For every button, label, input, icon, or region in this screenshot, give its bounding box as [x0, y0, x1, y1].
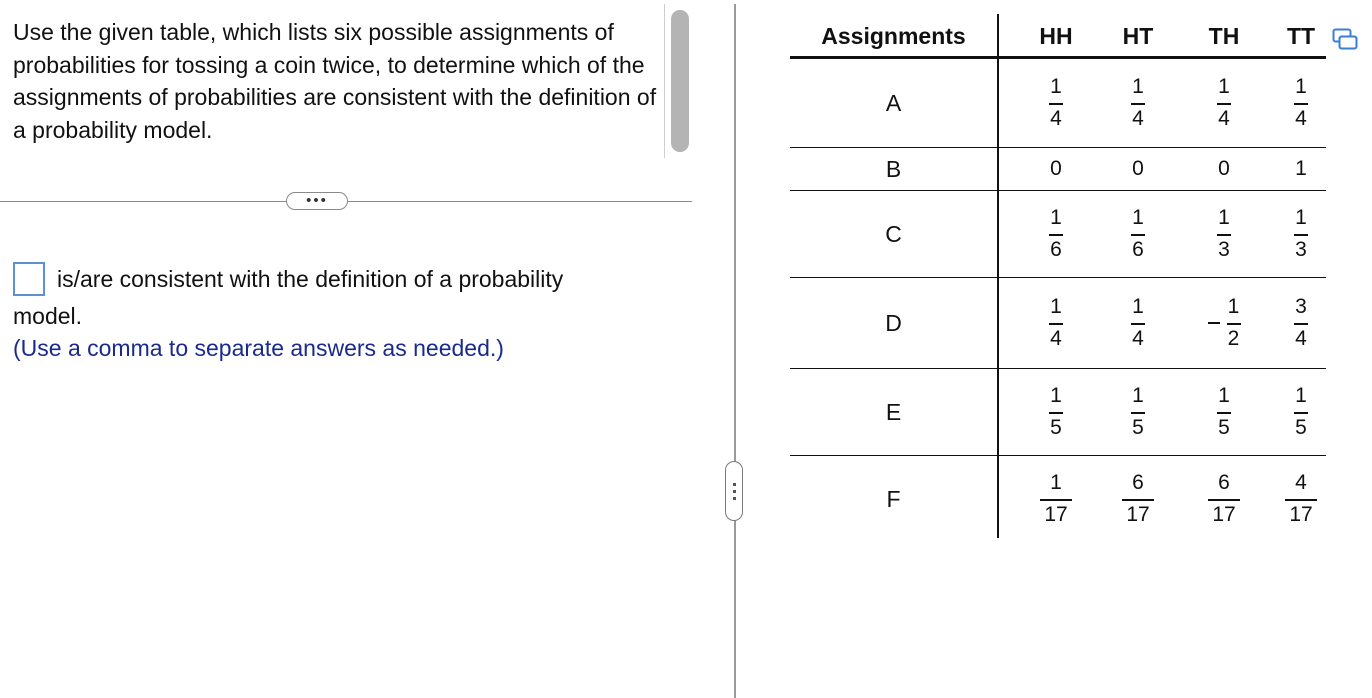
answer-prompt-continued: model. — [13, 303, 83, 329]
fraction — [1227, 295, 1241, 351]
row-label: D — [885, 309, 902, 336]
fraction-wrapper — [1208, 471, 1240, 527]
fraction-wrapper — [1294, 206, 1308, 262]
denominator: 4 — [1218, 106, 1230, 130]
cell-th — [1194, 278, 1254, 368]
cell-value: 0 — [1218, 157, 1230, 180]
cell-tt — [1271, 59, 1331, 147]
numerator: 1 — [1227, 295, 1240, 319]
header-ht: HT — [1122, 22, 1154, 49]
numerator: 1 — [1050, 471, 1062, 495]
fraction — [1122, 471, 1154, 527]
denominator: 4 — [1132, 326, 1144, 350]
answer-input[interactable] — [13, 262, 45, 296]
answer-block — [13, 259, 673, 364]
numerator: 1 — [1132, 206, 1144, 230]
fraction-bar — [1217, 412, 1231, 414]
header-hh: HH — [1039, 22, 1073, 49]
more-button[interactable]: ••• — [286, 192, 348, 210]
denominator: 5 — [1295, 415, 1307, 439]
numerator: 1 — [1050, 206, 1062, 230]
numerator: 1 — [1218, 384, 1230, 408]
fraction-wrapper — [1217, 75, 1231, 131]
cell-th — [1194, 191, 1254, 277]
cell-tt — [1271, 278, 1331, 368]
cell-hh — [1026, 148, 1086, 190]
denominator: 3 — [1218, 237, 1230, 261]
fraction — [1294, 384, 1308, 440]
cell-hh — [1026, 59, 1086, 147]
fraction — [1049, 295, 1063, 351]
fraction — [1049, 384, 1063, 440]
numerator: 6 — [1132, 471, 1144, 495]
minus-sign — [1208, 322, 1220, 324]
numerator: 1 — [1295, 384, 1307, 408]
copy-icon[interactable] — [1332, 28, 1358, 50]
denominator: 17 — [1212, 502, 1236, 526]
fraction — [1217, 206, 1231, 262]
numerator: 3 — [1295, 295, 1307, 319]
numerator: 1 — [1050, 384, 1062, 408]
denominator: 5 — [1132, 415, 1144, 439]
table-body — [790, 59, 1326, 542]
denominator: 17 — [1044, 502, 1068, 526]
denominator: 6 — [1050, 237, 1062, 261]
fraction-wrapper — [1049, 384, 1063, 440]
cell-tt — [1271, 191, 1331, 277]
cell-value: 1 — [1295, 157, 1307, 180]
fraction — [1040, 471, 1072, 527]
cell-th — [1194, 59, 1254, 147]
numerator: 1 — [1132, 75, 1144, 99]
scrollbar-thumb[interactable] — [671, 10, 689, 152]
fraction — [1294, 206, 1308, 262]
denominator: 4 — [1132, 106, 1144, 130]
fraction-bar — [1049, 412, 1063, 414]
header-assignments: Assignments — [821, 22, 966, 49]
fraction-bar — [1131, 323, 1145, 325]
fraction-wrapper — [1049, 75, 1063, 131]
fraction-wrapper — [1049, 295, 1063, 351]
cell-th — [1194, 148, 1254, 190]
denominator: 4 — [1050, 106, 1062, 130]
cell-ht — [1108, 59, 1168, 147]
fraction-bar — [1285, 499, 1317, 501]
fraction — [1208, 471, 1240, 527]
header-tt: TT — [1286, 22, 1316, 49]
answer-line — [13, 259, 673, 299]
fraction-bar — [1131, 234, 1145, 236]
cell-tt — [1271, 456, 1331, 542]
table-row — [790, 148, 1326, 191]
denominator: 4 — [1295, 326, 1307, 350]
numerator: 1 — [1295, 206, 1307, 230]
denominator: 2 — [1227, 326, 1240, 350]
fraction-bar — [1049, 234, 1063, 236]
drag-handle-icon[interactable] — [725, 461, 743, 521]
numerator: 1 — [1050, 295, 1062, 319]
answer-prompt: is/are consistent with the definition of a probability — [57, 266, 564, 292]
fraction — [1049, 75, 1063, 131]
table-row — [790, 369, 1326, 456]
fraction-wrapper — [1131, 206, 1145, 262]
answer-hint: (Use a comma to separate answers as needed.) — [13, 335, 504, 361]
fraction-wrapper — [1208, 295, 1241, 351]
fraction-wrapper — [1294, 295, 1308, 351]
fraction-wrapper — [1049, 206, 1063, 262]
row-label: A — [885, 89, 902, 116]
fraction — [1285, 471, 1317, 527]
fraction — [1294, 75, 1308, 131]
header-th: TH — [1208, 22, 1240, 49]
fraction-wrapper — [1131, 295, 1145, 351]
table-row — [790, 191, 1326, 278]
fraction-bar — [1040, 499, 1072, 501]
cell-hh — [1026, 456, 1086, 542]
fraction-bar — [1131, 103, 1145, 105]
denominator: 3 — [1295, 237, 1307, 261]
cell-ht — [1108, 278, 1168, 368]
fraction-bar — [1294, 103, 1308, 105]
fraction-bar — [1217, 103, 1231, 105]
row-label: C — [885, 220, 902, 247]
cell-ht — [1108, 148, 1168, 190]
fraction — [1131, 75, 1145, 131]
numerator: 4 — [1295, 471, 1307, 495]
denominator: 4 — [1050, 326, 1062, 350]
row-label: F — [886, 485, 901, 512]
question-text: Use the given table, which lists six possible assignments of probabilities for tossing a coin twice, to determine which of the assignments of probabilities are consistent with the definition of a probability model. — [13, 19, 657, 143]
fraction-bar — [1227, 323, 1241, 325]
cell-tt — [1271, 369, 1331, 455]
fraction-bar — [1294, 323, 1308, 325]
cell-ht — [1108, 369, 1168, 455]
fraction-wrapper — [1040, 471, 1072, 527]
table-row — [790, 456, 1326, 542]
fraction — [1049, 206, 1063, 262]
denominator: 17 — [1289, 502, 1313, 526]
scrollbar-track — [664, 4, 665, 158]
table-header — [790, 14, 1326, 58]
numerator: 1 — [1132, 295, 1144, 319]
denominator: 17 — [1126, 502, 1150, 526]
denominator: 5 — [1050, 415, 1062, 439]
numerator: 1 — [1218, 75, 1230, 99]
fraction-bar — [1122, 499, 1154, 501]
cell-th — [1194, 456, 1254, 542]
cell-th — [1194, 369, 1254, 455]
fraction-bar — [1131, 412, 1145, 414]
cell-hh — [1026, 369, 1086, 455]
fraction — [1217, 384, 1231, 440]
fraction-bar — [1208, 499, 1240, 501]
table-row — [790, 278, 1326, 369]
pane-divider — [734, 4, 736, 698]
fraction-wrapper — [1131, 384, 1145, 440]
fraction-wrapper — [1294, 384, 1308, 440]
numerator: 1 — [1050, 75, 1062, 99]
fraction — [1294, 295, 1308, 351]
cell-hh — [1026, 278, 1086, 368]
fraction — [1131, 295, 1145, 351]
fraction — [1131, 384, 1145, 440]
fraction-wrapper — [1131, 75, 1145, 131]
cell-value: 0 — [1050, 157, 1062, 180]
numerator: 6 — [1218, 471, 1230, 495]
row-label: E — [885, 398, 902, 425]
fraction-wrapper — [1217, 384, 1231, 440]
cell-ht — [1108, 456, 1168, 542]
numerator: 1 — [1218, 206, 1230, 230]
numerator: 1 — [1295, 75, 1307, 99]
table-row — [790, 59, 1326, 148]
cell-value: 0 — [1132, 157, 1144, 180]
denominator: 6 — [1132, 237, 1144, 261]
cell-tt — [1271, 148, 1331, 190]
fraction-bar — [1049, 103, 1063, 105]
fraction-bar — [1294, 234, 1308, 236]
denominator: 4 — [1295, 106, 1307, 130]
denominator: 5 — [1218, 415, 1230, 439]
fraction-wrapper — [1294, 75, 1308, 131]
fraction-bar — [1217, 234, 1231, 236]
numerator: 1 — [1132, 384, 1144, 408]
cell-hh — [1026, 191, 1086, 277]
fraction-wrapper — [1285, 471, 1317, 527]
probability-table — [790, 14, 1326, 526]
fraction — [1217, 75, 1231, 131]
cell-ht — [1108, 191, 1168, 277]
fraction-wrapper — [1122, 471, 1154, 527]
fraction-wrapper — [1217, 206, 1231, 262]
row-label: B — [885, 155, 902, 182]
fraction-bar — [1049, 323, 1063, 325]
fraction — [1131, 206, 1145, 262]
fraction-bar — [1294, 412, 1308, 414]
